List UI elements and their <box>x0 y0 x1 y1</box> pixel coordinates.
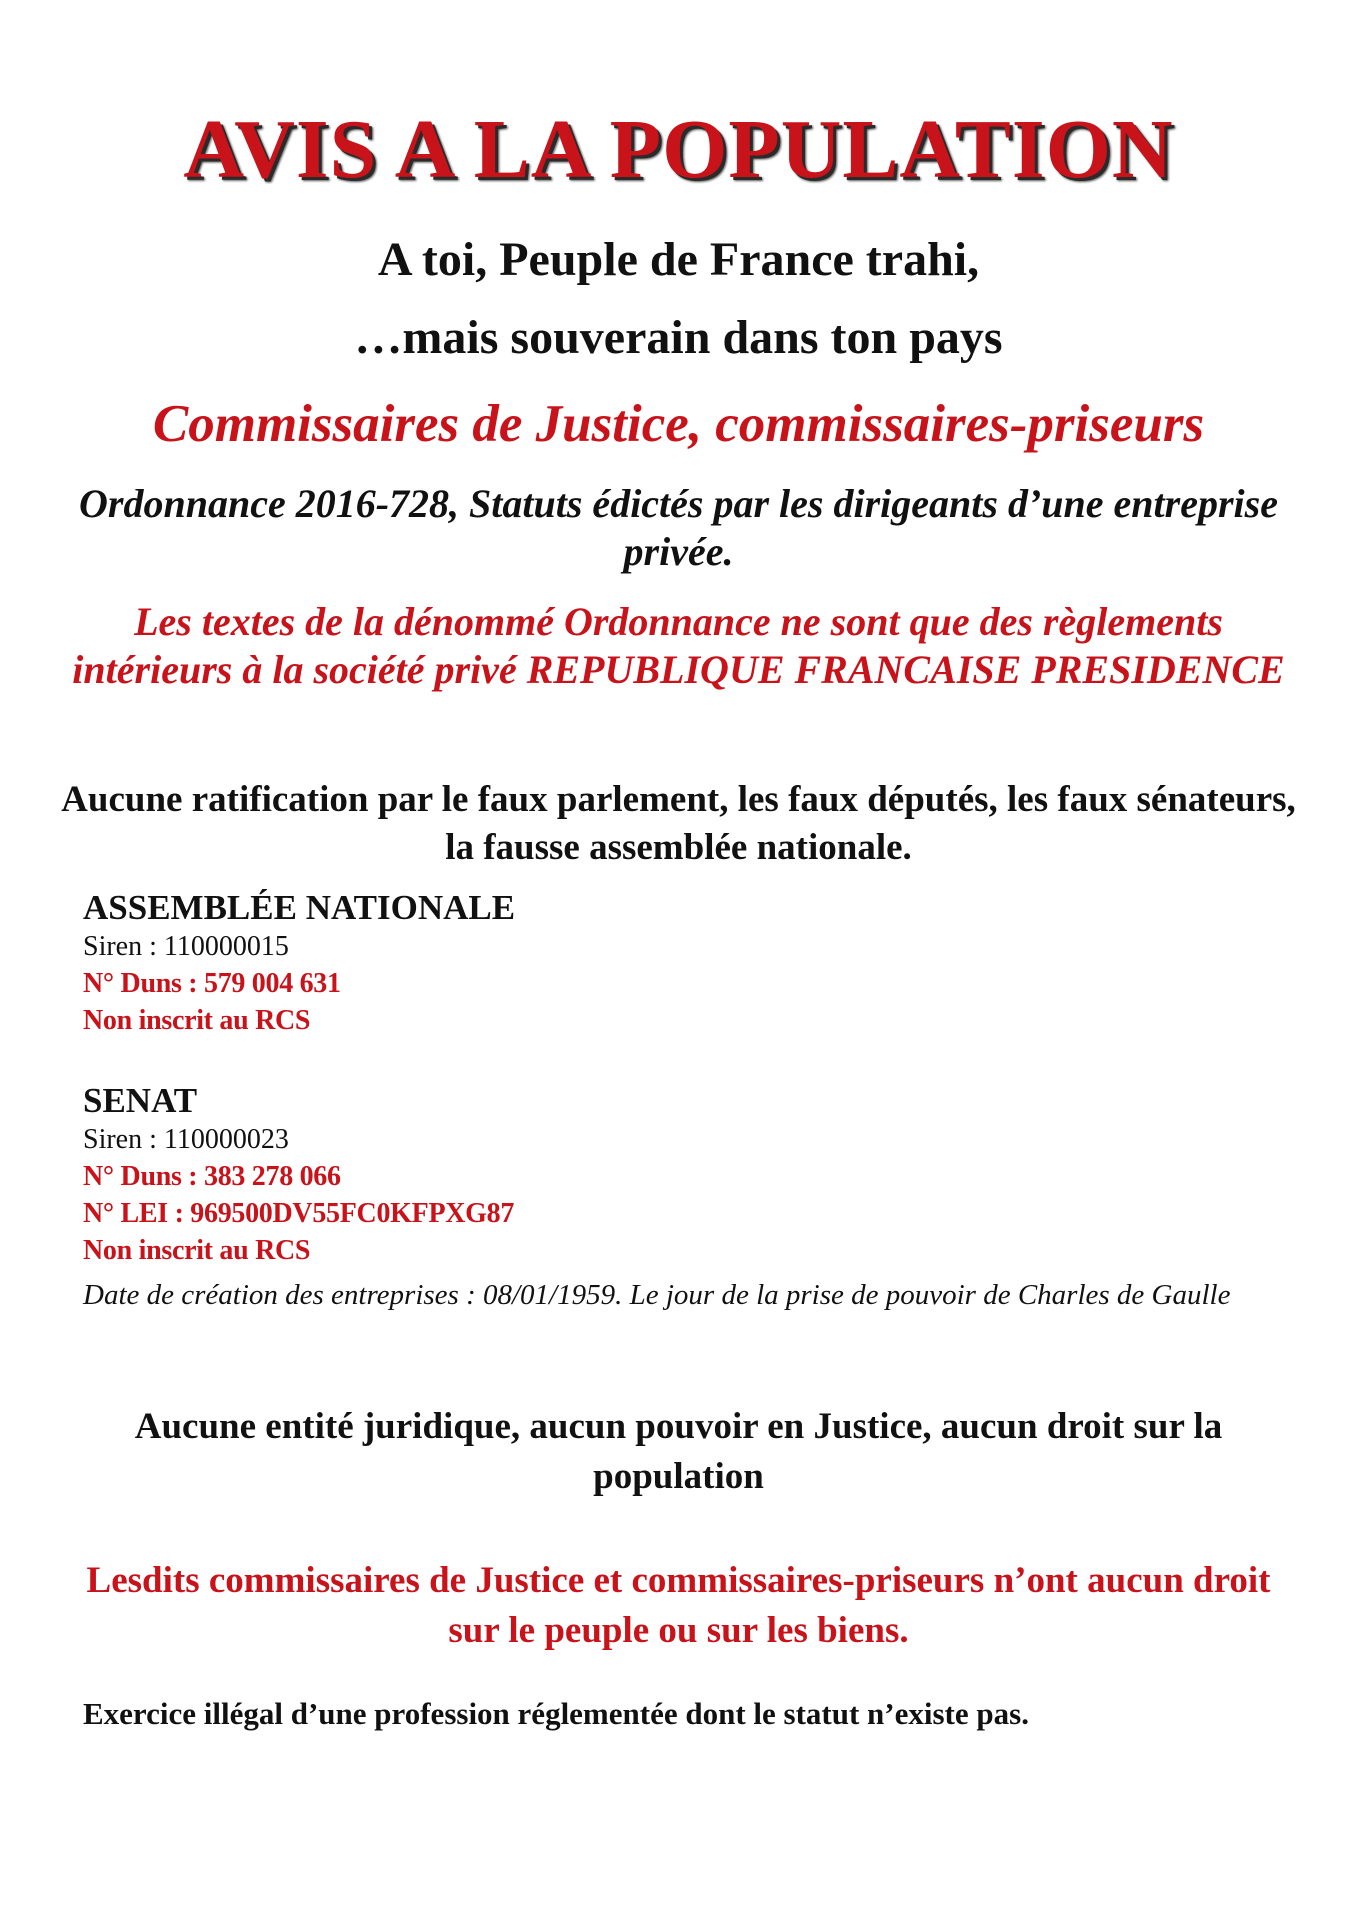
assemblee-name: ASSEMBLÉE NATIONALE <box>83 888 516 927</box>
textes-paragraph: Les textes de la dénommé Ordonnance ne sont que des règlements intérieurs à la société privé REPUBLIQUE FRANCAISE PRESIDENCE <box>72 599 1285 692</box>
senat-siren: Siren : 110000023 <box>83 1124 289 1155</box>
ratification-paragraph: Aucune ratification par le faux parlement, les faux députés, les faux sénateurs, la fausse assemblée nationale. <box>61 779 1296 868</box>
senat-duns: N° Duns : 383 278 066 <box>83 1161 341 1192</box>
creation-date-note: Date de création des entreprises : 08/01/1959. Le jour de la prise de pouvoir de Charles de Gaulle <box>83 1279 1231 1311</box>
senat-name: SENAT <box>83 1081 198 1120</box>
commissaires-heading: Commissaires de Justice, commissaires-priseurs <box>152 395 1205 453</box>
assemblee-duns: N° Duns : 579 004 631 <box>83 968 341 999</box>
notice-title: AVIS A LA POPULATION <box>183 103 1174 196</box>
senat-rcs: Non inscrit au RCS <box>83 1235 311 1266</box>
aucune-entite-paragraph: Aucune entité juridique, aucun pouvoir en Justice, aucun droit sur la population <box>134 1406 1223 1497</box>
exercice-illegal-line: Exercice illégal d’une profession réglementée dont le statut n’existe pas. <box>83 1696 1029 1731</box>
assemblee-siren: Siren : 110000015 <box>83 931 289 962</box>
ordonnance-paragraph: Ordonnance 2016-728, Statuts édictés par les dirigeants d’une entreprise privée. <box>79 481 1278 574</box>
assemblee-info-block <box>83 888 1283 1039</box>
subtitle-line-2: …mais souverain dans ton pays <box>354 311 1003 364</box>
assemblee-rcs: Non inscrit au RCS <box>83 1005 311 1036</box>
senat-info-block <box>83 1081 1283 1269</box>
subtitle-line-1: A toi, Peuple de France trahi, <box>377 233 980 286</box>
senat-lei: N° LEI : 969500DV55FC0KFPXG87 <box>83 1198 515 1229</box>
lesdits-paragraph: Lesdits commissaires de Justice et commissaires-priseurs n’ont aucun droit sur le peuple ou sur les biens. <box>86 1560 1271 1651</box>
